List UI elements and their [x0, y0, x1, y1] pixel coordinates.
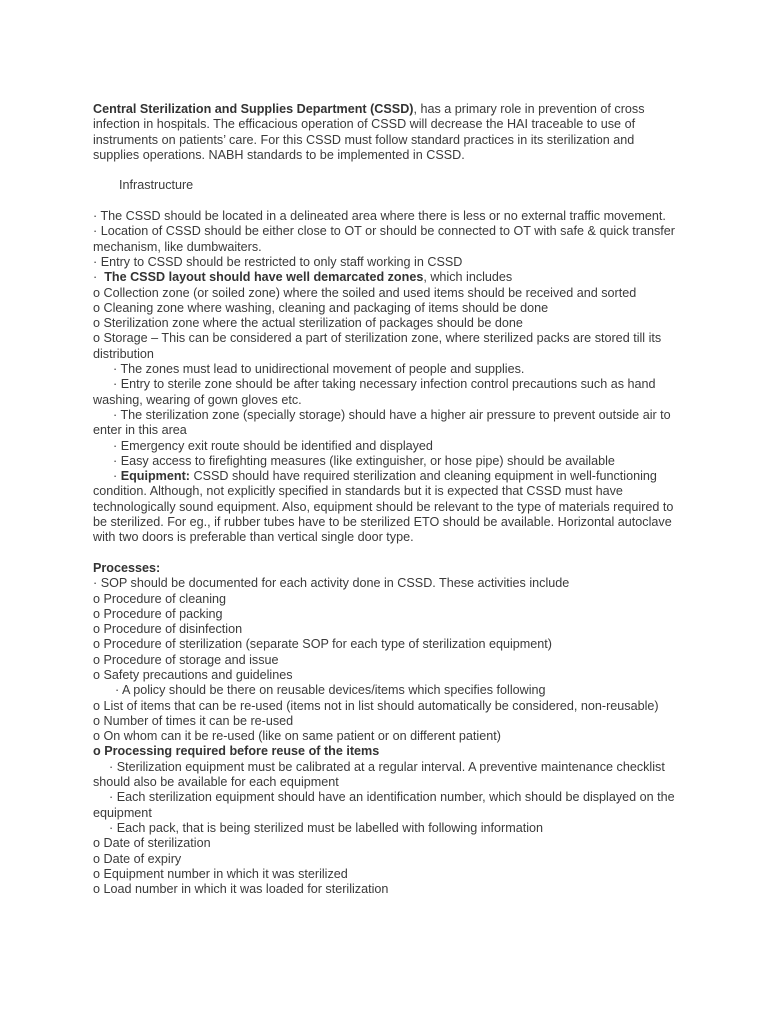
document-body: [93, 102, 678, 897]
sop-sub-item: o Procedure of cleaning: [93, 591, 227, 606]
label-sub-item: o Date of sterilization: [93, 836, 211, 851]
infra-more-item: [93, 377, 678, 408]
sop-item: · SOP should be documented for each activity done in CSSD. These activities include: [93, 576, 570, 591]
policy-item: · A policy should be there on reusable devices/items which specifies following: [115, 683, 546, 698]
spacer: [93, 546, 678, 561]
infra-more-item: · Easy access to firefighting measures (like extinguisher, or hose pipe) should be available: [113, 453, 615, 468]
equipment-prefix: ·: [113, 469, 121, 484]
zone-item: o Storage – This can be considered a part of sterilization zone, where sterilized packs are stored till its distribution: [93, 331, 662, 361]
sop-sub-item: o Procedure of sterilization (separate SOP for each type of sterilization equipment): [93, 637, 552, 652]
label-sub-item: o Date of expiry: [93, 851, 182, 866]
sop-sub-item: o Procedure of storage and issue: [93, 652, 279, 667]
policy-sub-item-bold: [93, 744, 678, 759]
infrastructure-heading: [93, 178, 678, 193]
intro-paragraph: [93, 102, 678, 163]
equipment-item: [93, 469, 678, 545]
infrastructure-heading-text: Infrastructure: [119, 178, 194, 193]
spacer: [93, 194, 678, 209]
sop-sub-item: o Safety precautions and guidelines: [93, 667, 293, 682]
zone-item: o Sterilization zone where the actual sterilization of packages should be done: [93, 316, 523, 331]
infra-more-item: [93, 408, 678, 439]
infra-item: · Location of CSSD should be either close to OT or should be connected to OT with safe & quick transfer mechanism, like dumbwaiters.: [93, 224, 675, 254]
process-more-text: · Each sterilization equipment should have an identification number, which should be displayed on the equipment: [93, 790, 675, 820]
zone-item: o Cleaning zone where washing, cleaning and packaging of items should be done: [93, 300, 549, 315]
label-sub-item: o Equipment number in which it was sterilized: [93, 866, 348, 881]
equipment-text: CSSD should have required sterilization and cleaning equipment in well-functioning condition. Although, not explicitly specified in standards but it is expected that CSSD must have technologically sound equipment. Also, equipment should be relevant to the type of materials required to be sterilized. For eg., if rubber tubes have to be sterilized ETO should be available. Horizontal autoclave with two doors is preferable than vertical single door type.: [93, 469, 674, 545]
zones-rest: , which includes: [423, 270, 513, 285]
infra-item: · Entry to CSSD should be restricted to only staff working in CSSD: [93, 254, 463, 269]
processes-heading: [93, 561, 678, 576]
infra-more-text: · The sterilization zone (specially storage) should have a higher air pressure to prevent outside air to enter in this area: [93, 407, 671, 438]
infra-more-text: · Entry to sterile zone should be after taking necessary infection control precautions such as hand washing, wearing of gown gloves etc.: [93, 377, 656, 407]
infra-zones-item: [93, 270, 678, 285]
intro-text: , has a primary role in prevention of cross infection in hospitals. The efficacious operation of CSSD will decrease the HAI traceable to use of instruments on patients’ care. For this CSSD must follow standard practices in its sterilization and supplies operations. NABH standards to be implemented in CSSD.: [93, 102, 645, 162]
policy-sub-item: o List of items that can be re-used (items not in list should automatically be considered, non-reusable): [93, 698, 659, 713]
sop-sub-item: o Procedure of disinfection: [93, 622, 243, 637]
spacer: [93, 163, 678, 178]
processes-heading-text: Processes:: [93, 560, 161, 575]
policy-bold-text: o Processing required before reuse of the items: [93, 744, 380, 759]
zones-prefix: ·: [93, 270, 105, 285]
policy-sub-item: o On whom can it be re-used (like on same patient or on different patient): [93, 729, 501, 744]
process-more-item: [93, 790, 678, 821]
policy-sub-item: o Number of times it can be re-used: [93, 713, 294, 728]
process-more-item: · Each pack, that is being sterilized must be labelled with following information: [109, 820, 544, 835]
process-more-text: · Sterilization equipment must be calibrated at a regular interval. A preventive maintenance checklist should also be available for each equipment: [93, 759, 665, 790]
equipment-bold: Equipment:: [120, 469, 190, 484]
infra-more-item: · Emergency exit route should be identified and displayed: [113, 438, 433, 453]
process-more-item: [93, 760, 678, 791]
infra-more-item: · The zones must lead to unidirectional movement of people and supplies.: [113, 362, 525, 377]
zones-bold: The CSSD layout should have well demarcated zones: [104, 270, 424, 285]
infra-item: · The CSSD should be located in a delineated area where there is less or no external traffic movement.: [93, 209, 666, 224]
sop-sub-item: o Procedure of packing: [93, 606, 223, 621]
zone-item: o Collection zone (or soiled zone) where the soiled and used items should be received and sorted: [93, 285, 637, 300]
intro-bold: Central Sterilization and Supplies Department (CSSD): [93, 102, 414, 116]
label-sub-item: o Load number in which it was loaded for sterilization: [93, 882, 389, 897]
